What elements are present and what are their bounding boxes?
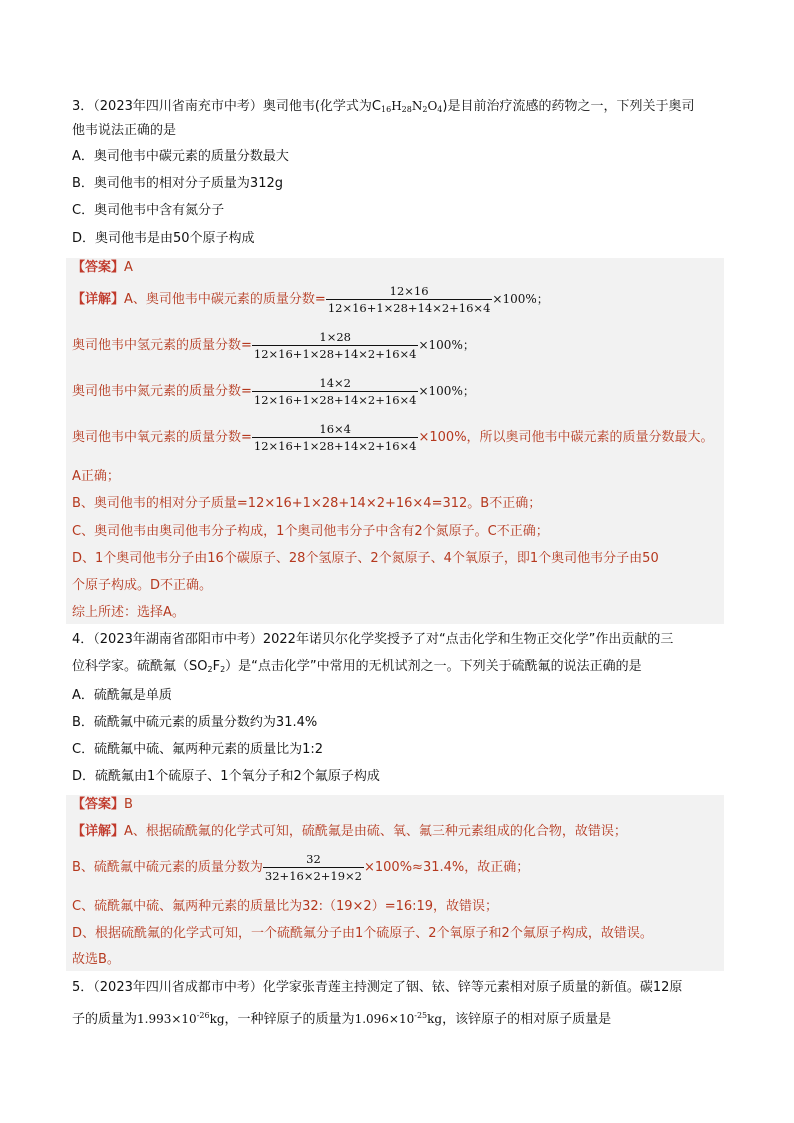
q5-stem-line2: 子的质量为$1.993\times 10^{-26}kg$，一种锌原子的质量为$1.096\times 10^{-25}kg$，该锌原子的相对原子质量是 [72, 1011, 612, 1027]
q4-detail-a: 【详解】A、根据硫酰氟的化学式可知，硫酰氟是由硫、氧、氟三种元素组成的化合物，故错误； [72, 824, 627, 839]
q3-detail-b: B、奥司他韦的相对分子质量=12×16+1×28+14×2+16×4=312。B不正确； [72, 496, 542, 511]
q3-stem-line2: 他韦说法正确的是 [72, 123, 177, 138]
q3-detail-d-line1: D、1个奥司他韦分子由16个碳原子、28个氢原子、2个氮原子、4个氧原子，即1个奥司他韦分子由50 [72, 551, 659, 566]
q3-option-a: A．奥司他韦中碳元素的质量分数最大 [72, 149, 289, 164]
solution-block-q4 [66, 795, 724, 971]
q4-conclusion: 故选B。 [72, 952, 120, 967]
q4-answer: 【答案】B [72, 797, 133, 812]
q3-detail-a-correct: A正确； [72, 469, 120, 484]
q5-stem-line1: 5．（2023年四川省成都市中考）化学家张青莲主持测定了铟、铱、锌等元素相对原子质量的新值。碳12原 [72, 980, 683, 995]
q3-detail-c: C、奥司他韦由奥司他韦分子构成，1个奥司他韦分子中含有2个氮原子。C不正确； [72, 524, 549, 539]
q3-stem-line1: 3．（2023年四川省南充市中考）奥司他韦(化学式为$C_{16}H_{28}N_2O_4$)是目前治疗流感的药物之一，下列关于奥司 [72, 99, 695, 114]
fraction: $\frac{14\times 2}{12\times 16+1\times 28+14\times 2+16\times 4}$ [253, 376, 417, 407]
q4-stem-line1: 4．（2023年湖南省邵阳市中考）2022年诺贝尔化学奖授予了对“点击化学和生物正交化学”作出贡献的三 [72, 632, 674, 647]
q3-option-d: D．奥司他韦是由50个原子构成 [72, 231, 255, 246]
q3-detail-carbon: 【详解】A、奥司他韦中碳元素的质量分数= $\frac{12\times 16}{12\times 16+1\times 28+14\times 2+16\times 4}$ ×100%； [72, 284, 549, 315]
q3-detail-oxygen: 奥司他韦中氧元素的质量分数= $\frac{16\times 4}{12\times 16+1\times 28+14\times 2+16\times 4}$ ×100%，所以奥司他韦中碳元素的质量分数最大。 [72, 422, 714, 453]
q3-detail-nitrogen: 奥司他韦中氮元素的质量分数= $\frac{14\times 2}{12\times 16+1\times 28+14\times 2+16\times 4}$ ×100%； [72, 376, 475, 407]
q3-answer: 【答案】A [72, 260, 133, 275]
fraction: $\frac{16\times 4}{12\times 16+1\times 28+14\times 2+16\times 4}$ [253, 422, 417, 453]
q3-detail-hydrogen: 奥司他韦中氢元素的质量分数= $\frac{1\times 28}{12\times 16+1\times 28+14\times 2+16\times 4}$ ×100%； [72, 330, 475, 361]
q4-option-a: A．硫酰氟是单质 [72, 688, 172, 703]
q4-detail-d: D、根据硫酰氟的化学式可知，一个硫酰氟分子由1个硫原子、2个氧原子和2个氟原子构成，故错误。 [72, 926, 653, 941]
q4-stem-line2: 位科学家。硫酰氟$(SO_2F_2)$是“点击化学”中常用的无机试剂之一。下列关于硫酰氟的说法正确的是 [72, 659, 642, 674]
q4-detail-c: C、硫酰氟中硫、氟两种元素的质量比为32:（19×2）=16:19，故错误； [72, 899, 499, 914]
q4-option-b: B．硫酰氟中硫元素的质量分数约为31.4% [72, 715, 318, 730]
q4-option-d: D．硫酰氟由1个硫原子、1个氧分子和2个氟原子构成 [72, 769, 380, 784]
fraction: $\frac{12\times 16}{12\times 16+1\times 28+14\times 2+16\times 4}$ [327, 284, 491, 315]
fraction: $\frac{1\times 28}{12\times 16+1\times 28+14\times 2+16\times 4}$ [253, 330, 417, 361]
q4-detail-b: B、硫酰氟中硫元素的质量分数为 $\frac{32}{32+16\times 2+19\times 2}$ ×100%≈31.4%，故正确； [72, 852, 530, 883]
q4-option-c: C．硫酰氟中硫、氟两种元素的质量比为1:2 [72, 742, 323, 757]
q3-option-c: C．奥司他韦中含有氮分子 [72, 203, 225, 218]
fraction: $\frac{32}{32+16\times 2+19\times 2}$ [264, 852, 362, 883]
q3-detail-d-line2: 个原子构成。D不正确。 [72, 578, 213, 593]
q3-option-b: B．奥司他韦的相对分子质量为312g [72, 176, 283, 191]
q3-conclusion: 综上所述：选择A。 [72, 605, 185, 620]
